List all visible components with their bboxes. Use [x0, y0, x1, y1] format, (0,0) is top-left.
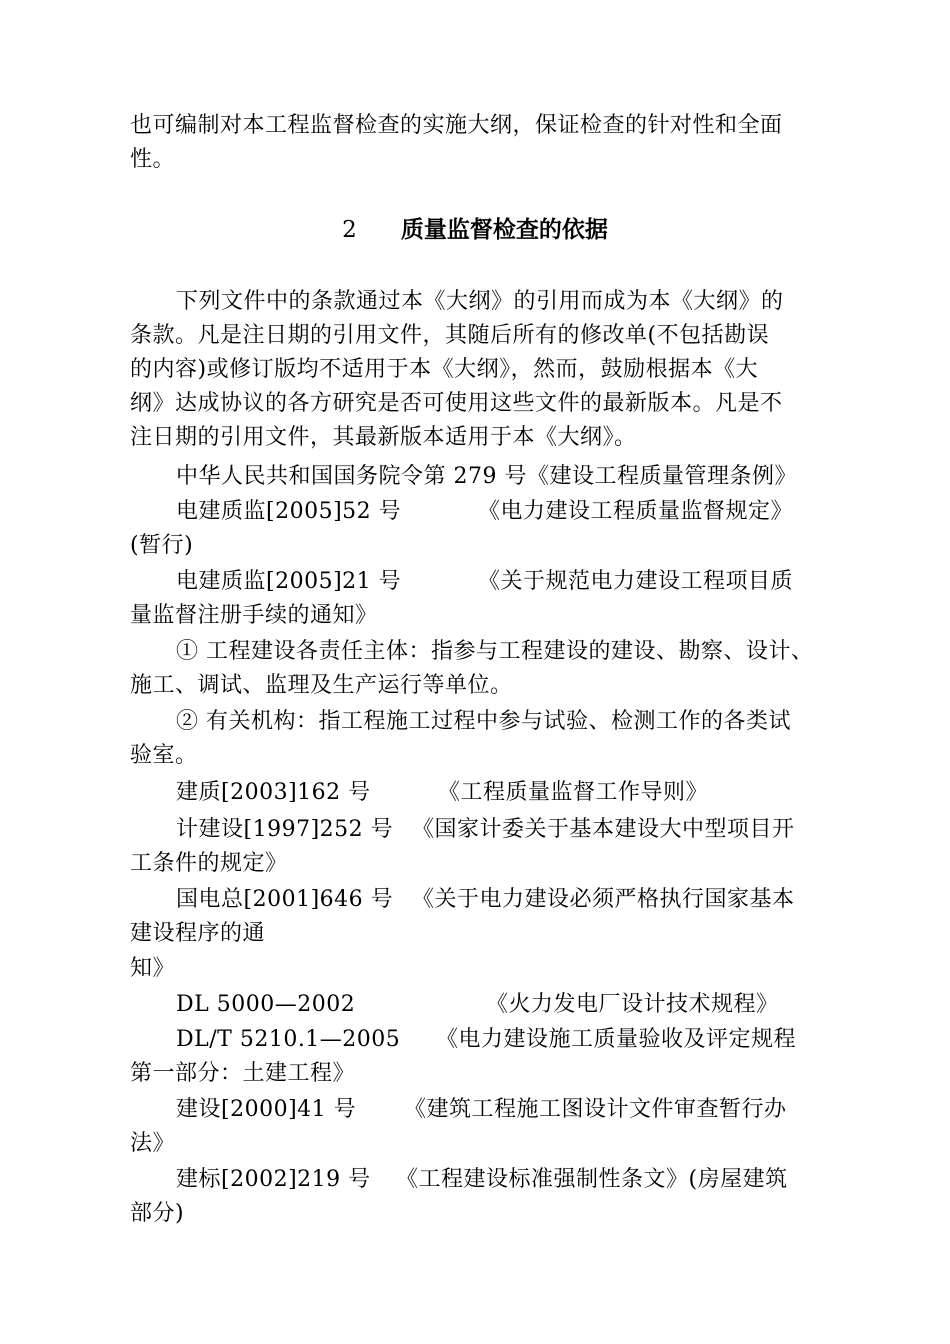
- reference-3-continuation: 量监督注册手续的通知》: [130, 603, 378, 628]
- reference-9-code: 建设[2000]41 号: [176, 1097, 357, 1122]
- section-number: 2: [342, 217, 357, 243]
- reference-6-code: 国电总[2001]646 号: [176, 887, 394, 912]
- note-1-line-1: ① 工程建设各责任主体：指参与工程建设的建设、勘察、设计、: [176, 639, 814, 664]
- reference-10-continuation: 部分): [130, 1201, 185, 1226]
- reference-4-code: 建质[2003]162 号: [176, 780, 371, 805]
- note-1-line-2: 施工、调试、监理及生产运行等单位。: [130, 673, 513, 698]
- reference-10-code: 建标[2002]219 号: [176, 1167, 371, 1192]
- reference-5-code: 计建设[1997]252 号: [176, 817, 394, 842]
- reference-6-title: 《关于电力建设必须严格执行国家基本: [412, 887, 795, 912]
- reference-3-code: 电建质监[2005]21 号: [176, 569, 402, 594]
- reference-10-title: 《工程建设标准强制性条文》(房屋建筑: [396, 1167, 788, 1192]
- intro-line-2: 性。: [130, 147, 176, 172]
- reference-2-title: 《电力建设工程质量监督规定》: [478, 499, 794, 524]
- note-2-line-1: ② 有关机构：指工程施工过程中参与试验、检测工作的各类试: [176, 709, 791, 734]
- reference-7-code: DL 5000—2002: [176, 992, 356, 1017]
- paragraph-line-2: 条款。凡是注日期的引用文件，其随后所有的修改单(不包括勘误: [130, 323, 770, 348]
- reference-5-continuation: 工条件的规定》: [130, 851, 288, 876]
- reference-9-continuation: 法》: [130, 1131, 176, 1156]
- reference-5-title: 《国家计委关于基本建设大中型项目开: [412, 817, 795, 842]
- reference-2-code: 电建质监[2005]52 号: [176, 499, 402, 524]
- reference-4-title: 《工程质量监督工作导则》: [438, 780, 709, 805]
- reference-6-continuation-1: 建设程序的通: [130, 921, 266, 946]
- reference-8-title: 《电力建设施工质量验收及评定规程: [436, 1027, 797, 1052]
- note-2-line-2: 验室。: [130, 743, 198, 768]
- reference-3-title: 《关于规范电力建设工程项目质: [478, 569, 794, 594]
- reference-9-title: 《建筑工程施工图设计文件审查暂行办: [404, 1097, 787, 1122]
- paragraph-line-1: 下列文件中的条款通过本《大纲》的引用而成为本《大纲》的: [176, 289, 784, 314]
- paragraph-line-5: 注日期的引用文件，其最新版本适用于本《大纲》。: [130, 425, 637, 450]
- reference-7-title: 《火力发电厂设计技术规程》: [486, 992, 779, 1017]
- reference-8-code: DL/T 5210.1—2005: [176, 1027, 401, 1052]
- paragraph-line-3: 的内容)或修订版均不适用于本《大纲》，然而，鼓励根据本《大: [130, 357, 759, 382]
- intro-line-1: 也可编制对本工程监督检查的实施大纲，保证检查的针对性和全面: [130, 113, 783, 138]
- reference-8-continuation: 第一部分：土建工程》: [130, 1061, 356, 1086]
- section-heading: [0, 214, 950, 246]
- paragraph-line-4: 纲》达成协议的各方研究是否可使用这些文件的最新版本。凡是不: [130, 391, 783, 416]
- reference-1: 中华人民共和国国务院令第 279 号《建设工程质量管理条例》: [176, 464, 797, 489]
- reference-2-continuation: (暂行): [130, 533, 194, 558]
- section-title: 质量监督检查的依据: [400, 216, 608, 243]
- reference-6-continuation-2: 知》: [130, 956, 176, 981]
